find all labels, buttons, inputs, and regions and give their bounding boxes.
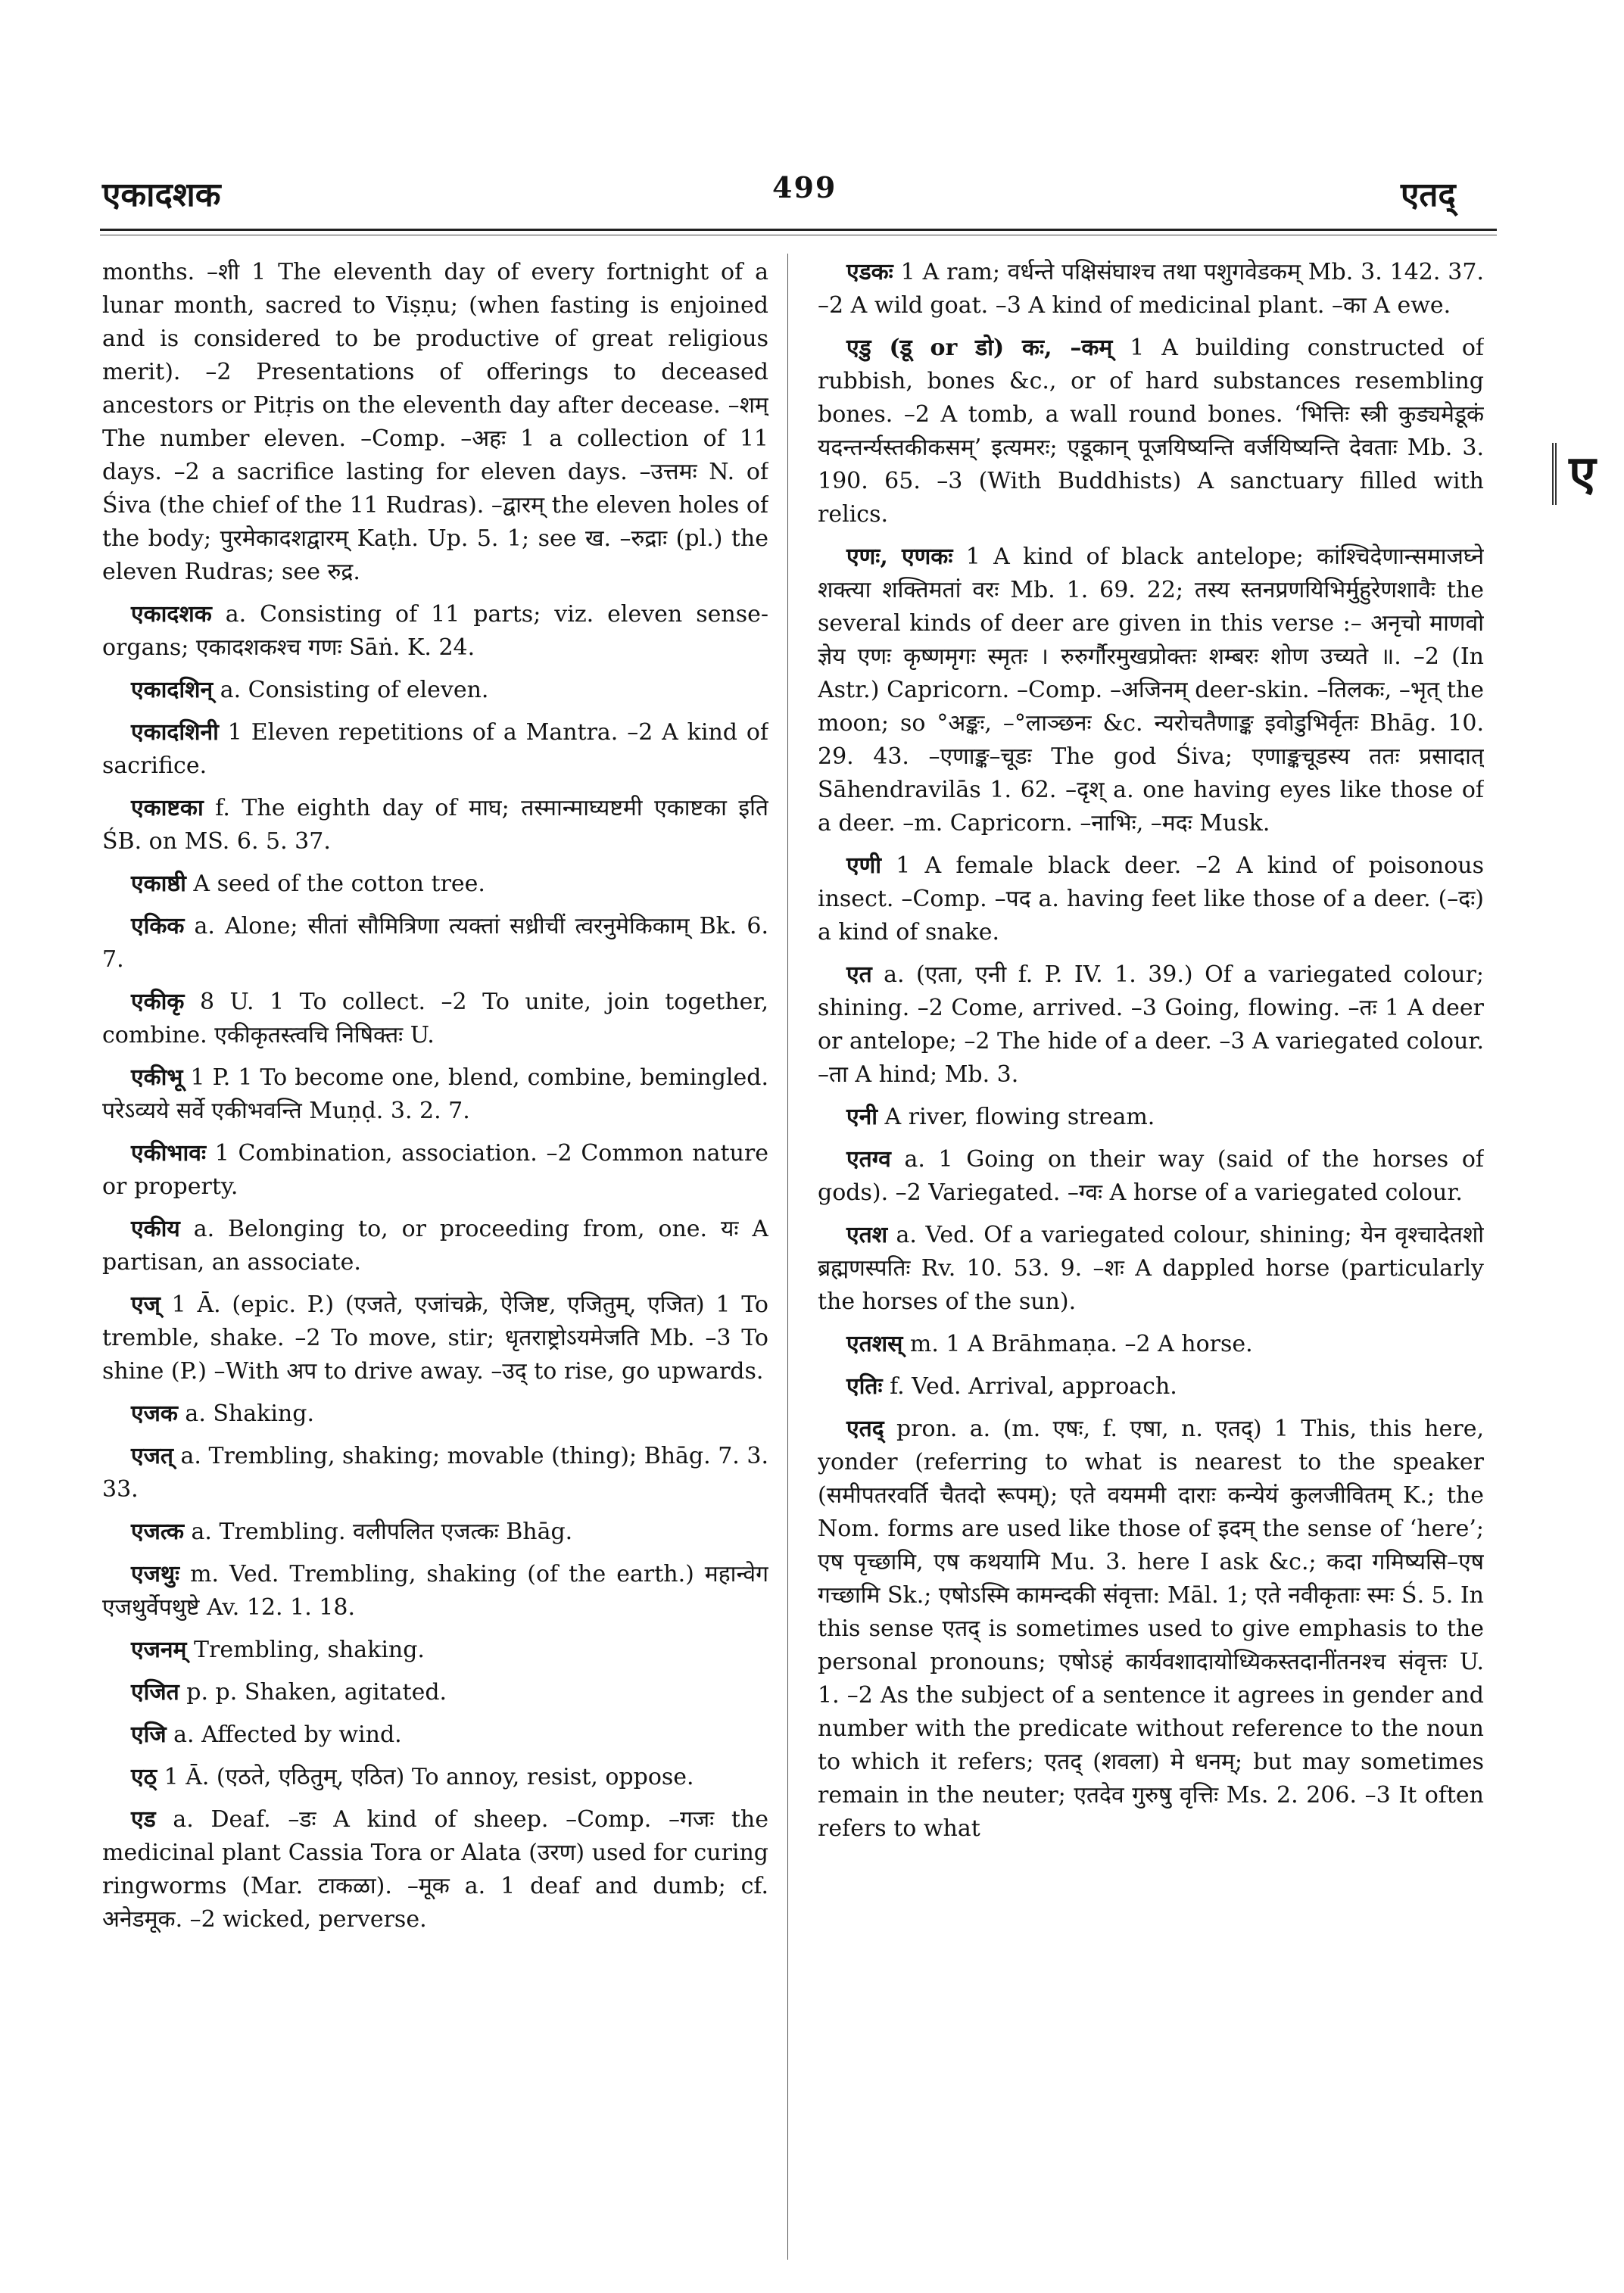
entry-definition: 1 A building constructed of rubbish, bones &c., or of hard substances resembling bones. –2 A tomb, a wall round bones. ‘भित्तिः स्त्री कुड्यमेडूकं यदन्तर्न्यस्तकीकसम्’ इत्यमरः; एडूकान् पूजयिष्यन्ति वर्जयिष्यन्ति देवताः Mb. 3. 190. 65. –3 (With Buddhists) A sanctuary filled with relics. [818, 335, 1484, 528]
entry-definition: a. (एता, एनी f. P. IV. 1. 39.) Of a variegated colour; shining. –2 Come, arrived. –3 Going, flowing. –तः 1 A deer or antelope; –2 The hide of a deer. –3 A variegated colour. –ता A hind; Mb. 3. [818, 961, 1484, 1088]
entry-definition: 1 Eleven repetitions of a Mantra. –2 A kind of sacrifice. [102, 719, 768, 779]
entry-definition: a. Consisting of eleven. [213, 677, 489, 703]
entry-headword: एतिः [846, 1373, 883, 1400]
running-head-right: एतद् [1401, 176, 1456, 214]
entry-definition: p. p. Shaken, agitated. [179, 1679, 447, 1706]
entry-headword: एज् [131, 1291, 161, 1318]
dictionary-entry [102, 1516, 768, 1549]
entry-definition: m. 1 A Brāhmaṇa. –2 A horse. [902, 1331, 1253, 1357]
right-column [818, 256, 1484, 2270]
thumb-index-marker: ए [1552, 443, 1605, 505]
entry-definition: a. Consisting of 11 parts; viz. eleven sense-organs; एकादशकश्च गणः Sāṅ. K. 24. [102, 601, 768, 661]
page-header [0, 0, 1624, 250]
entry-definition: f. The eighth day of माघ; तस्मान्माघ्यष्टमी एकाष्टका इति ŚB. on MS. 6. 5. 37. [102, 795, 768, 855]
dictionary-entry [102, 792, 768, 858]
entry-headword: एकिक [131, 913, 185, 939]
entry-headword: एनी [846, 1104, 878, 1130]
dictionary-entry [102, 674, 768, 707]
left-column [102, 256, 768, 2270]
entry-headword: एकादशिनी [131, 719, 219, 746]
entry-definition: 1 A female black deer. –2 A kind of poisonous insect. –Comp. –पद a. having feet like those of a deer. (–दः) a kind of snake. [818, 852, 1484, 946]
dictionary-entry [818, 1219, 1484, 1319]
entry-definition: A river, flowing stream. [877, 1104, 1155, 1130]
entry-headword: एतद् [846, 1416, 884, 1442]
entry-headword: एजत्क [131, 1519, 184, 1545]
entry-headword: एजित [131, 1679, 179, 1706]
entry-headword: एकादशक [131, 601, 212, 628]
dictionary-entry [102, 986, 768, 1052]
dictionary-entry [818, 256, 1484, 322]
entry-headword: एकाष्ठी [131, 871, 186, 897]
entry-definition: a. Alone; सीतां सौमित्रिणा त्यक्तां सध्रीचीं त्वरनुमेकिकाम् Bk. 6. 7. [102, 913, 768, 973]
dictionary-entry [818, 332, 1484, 531]
dictionary-entry [102, 1676, 768, 1709]
entry-definition: 1 Combination, association. –2 Common nature or property. [102, 1140, 768, 1200]
entry-headword: एत [846, 961, 872, 988]
entry-headword: एडु (डू or डो) कः, –कम् [846, 335, 1113, 361]
entry-definition: a. Belonging to, or proceeding from, one. यः A partisan, an associate. [102, 1216, 768, 1276]
entry-definition: a. Ved. Of a variegated colour, shining; येन वृश्चादेतशो ब्रह्मणस्पतिः Rv. 10. 53. 9. –शः A dappled horse (particularly the horses of the sun). [818, 1222, 1484, 1315]
dictionary-entry [102, 1288, 768, 1388]
dictionary-entry [102, 1761, 768, 1794]
entry-definition: a. Trembling. वलीपलित एजत्कः Bhāg. [184, 1519, 573, 1545]
entry-headword: एतग्व [846, 1146, 891, 1173]
entry-definition: 1 Ā. (epic. P.) (एजते, एजांचक्रे, ऐजिष्ट, एजितुम्, एजित) 1 To tremble, shake. –2 To move, stir; धृतराष्ट्रोऽयमेजति Mb. –3 To shine (P.) –With अप to drive away. –उद् to rise, go upwards. [102, 1291, 768, 1385]
dictionary-entry [818, 541, 1484, 840]
entry-definition: Trembling, shaking. [186, 1637, 425, 1663]
dictionary-entry [102, 1061, 768, 1128]
dictionary-entry [102, 910, 768, 977]
dictionary-entry [818, 1143, 1484, 1210]
dictionary-entry [102, 1137, 768, 1204]
entry-definition: a. 1 Going on their way (said of the horses of gods). –2 Variegated. –ग्वः A horse of a variegated colour. [818, 1146, 1484, 1206]
dictionary-entry [102, 1634, 768, 1667]
entry-headword: एजथुः [131, 1561, 180, 1587]
dictionary-entry [818, 849, 1484, 949]
dictionary-entry [102, 256, 768, 589]
entry-headword: एकाष्टका [131, 795, 204, 821]
entry-definition: 1 A ram; वर्धन्ते पक्षिसंघाश्च तथा पशुगवेडकम् Mb. 3. 142. 37. –2 A wild goat. –3 A kind of medicinal plant. –का A ewe. [818, 259, 1484, 319]
dictionary-entry [102, 1397, 768, 1431]
entry-definition: pron. a. (m. एषः, f. एषा, n. एतद्) 1 This, this here, yonder (referring to what is nearest to the speaker (समीपतरवर्ति चैतदो रूपम्); एते वयममी दाराः कन्येयं कुलजीवितम् K.; the Nom. forms are used like those of इदम् the sense of ‘here’; एष पृच्छामि, एष कथयामि Mu. 3. here I ask &c.; कदा गमिष्यसि–एष गच्छामि Sk.; एषोऽस्मि कामन्दकी संवृत्ता: Māl. 1; एते नवीकृताः स्मः Ś. 5. In this sense एतद् is sometimes used to give emphasis to the personal pronouns; एषोऽहं कार्यवशादायोध्यिकस्तदानींतनश्च संवृत्तः U. 1. –2 As the subject of a sentence it agrees in gender and number with the predicate without reference to the noun to which it refers; एतद् (शवला) मे धनम्; but may sometimes remain in the neuter; एतदेव गुरुषु वृत्तिः Ms. 2. 206. –3 It often refers to what [818, 1416, 1484, 1842]
entry-definition: f. Ved. Arrival, approach. [882, 1373, 1177, 1400]
entry-headword: एकीकृ [131, 989, 185, 1015]
entry-headword: एठ् [131, 1764, 157, 1790]
entry-headword: एजनम् [131, 1637, 187, 1663]
entry-headword: एणी [846, 852, 882, 879]
dictionary-entry [102, 868, 768, 901]
dictionary-entry [102, 598, 768, 665]
dictionary-entry [102, 1718, 768, 1752]
entry-headword: एकीय [131, 1216, 180, 1242]
dictionary-entry [818, 958, 1484, 1092]
entry-definition: a. Trembling, shaking; movable (thing); Bhāg. 7. 3. 33. [102, 1443, 768, 1503]
entry-definition: m. Ved. Trembling, shaking (of the earth.) महान्वेग एजथुर्वेपथुष्टे Av. 12. 1. 18. [102, 1561, 768, 1621]
dictionary-entry [102, 1213, 768, 1279]
entry-definition: 1 Ā. (एठते, एठितुम्, एठित) To annoy, resist, oppose. [157, 1764, 694, 1790]
entry-definition: a. Deaf. –डः A kind of sheep. –Comp. –गजः the medicinal plant Cassia Tora or Alata (उरण) used for curing ringworms (Mar. टाकळा). –मूक a. 1 deaf and dumb; cf. अनेडमूक. –2 wicked, perverse. [102, 1806, 768, 1933]
entry-definition: a. Affected by wind. [166, 1721, 402, 1748]
entry-definition: A seed of the cotton tree. [185, 871, 485, 897]
entry-headword: एजक [131, 1400, 178, 1427]
dictionary-entry [818, 1328, 1484, 1361]
dictionary-entry [102, 716, 768, 783]
column-divider [787, 254, 788, 2260]
entry-headword: एतशस् [846, 1331, 903, 1357]
entry-definition: a. Shaking. [177, 1400, 314, 1427]
dictionary-entry [818, 1370, 1484, 1404]
dictionary-entry [818, 1101, 1484, 1134]
entry-headword: एकीभावः [131, 1140, 206, 1167]
dictionary-entry [818, 1413, 1484, 1846]
header-rule-thick [100, 229, 1497, 231]
entry-headword: एजत् [131, 1443, 173, 1469]
entry-definition: months. –शी 1 The eleventh day of every fortnight of a lunar month, sacred to Viṣṇu; (when fasting is enjoined and is considered to be productive of great religious merit). –2 Presentations of offerings to deceased ancestors or Pitṛis on the eleventh day after decease. –शम् The number eleven. –Comp. –अहः 1 a collection of 11 days. –2 a sacrifice lasting for eleven days. –उत्तमः N. of Śiva (the chief of the 11 Rudras). –द्वारम् the eleven holes of the body; पुरमेकादशद्वारम् Kaṭh. Up. 5. 1; see ख. –रुद्राः (pl.) the eleven Rudras; see रुद्र. [102, 259, 768, 585]
entry-headword: एजि [131, 1721, 167, 1748]
entry-definition: 1 A kind of black antelope; कांश्चिदेणान्समाजघ्ने शक्त्या शक्तिमतां वरः Mb. 1. 69. 22; तस्य स्तनप्रणयिभिर्मुहुरेणशावैः the several kinds of deer are given in this verse :– अनृचो माणवो ज्ञेय एणः कृष्णमृगः स्मृतः । रुरुर्गौरमुखप्रोक्तः शम्बरः शोण उच्यते ॥. –2 (In Astr.) Capricorn. –Comp. –अजिनम् deer-skin. –तिलकः, –भृत् the moon; so °अङ्कः, –°लाञ्छनः &c. न्यरोचतैणाङ्क इवोडुभिर्वृतः Bhāg. 10. 29. 43. –एणाङ्क–चूडः The god Śiva; एणाङ्कचूडस्य ततः प्रसादात् Sāhendravilās 1. 62. –दृश् a. one having eyes like those of a deer. –m. Capricorn. –नाभिः, –मदः Musk. [818, 544, 1484, 837]
dictionary-entry [102, 1558, 768, 1625]
entry-headword: एतश [846, 1222, 888, 1248]
dictionary-entry [102, 1803, 768, 1936]
entry-headword: एकादशिन् [131, 677, 214, 703]
entry-headword: एड [131, 1806, 156, 1833]
entry-definition: 8 U. 1 To collect. –2 To unite, join together, combine. एकीकृतस्त्वचि निषिक्तः U. [102, 989, 768, 1048]
entry-headword: एणः, एणकः [846, 544, 953, 570]
entry-definition: 1 P. 1 To become one, blend, combine, bemingled. परेऽव्यये सर्वे एकीभवन्ति Muṇḍ. 3. 2. 7. [102, 1064, 768, 1124]
entry-headword: एकीभू [131, 1064, 183, 1091]
running-head-left: एकादशक [102, 176, 221, 214]
dictionary-entry [102, 1440, 768, 1506]
page-number: 499 [772, 170, 837, 204]
entry-headword: एडकः [846, 259, 893, 285]
